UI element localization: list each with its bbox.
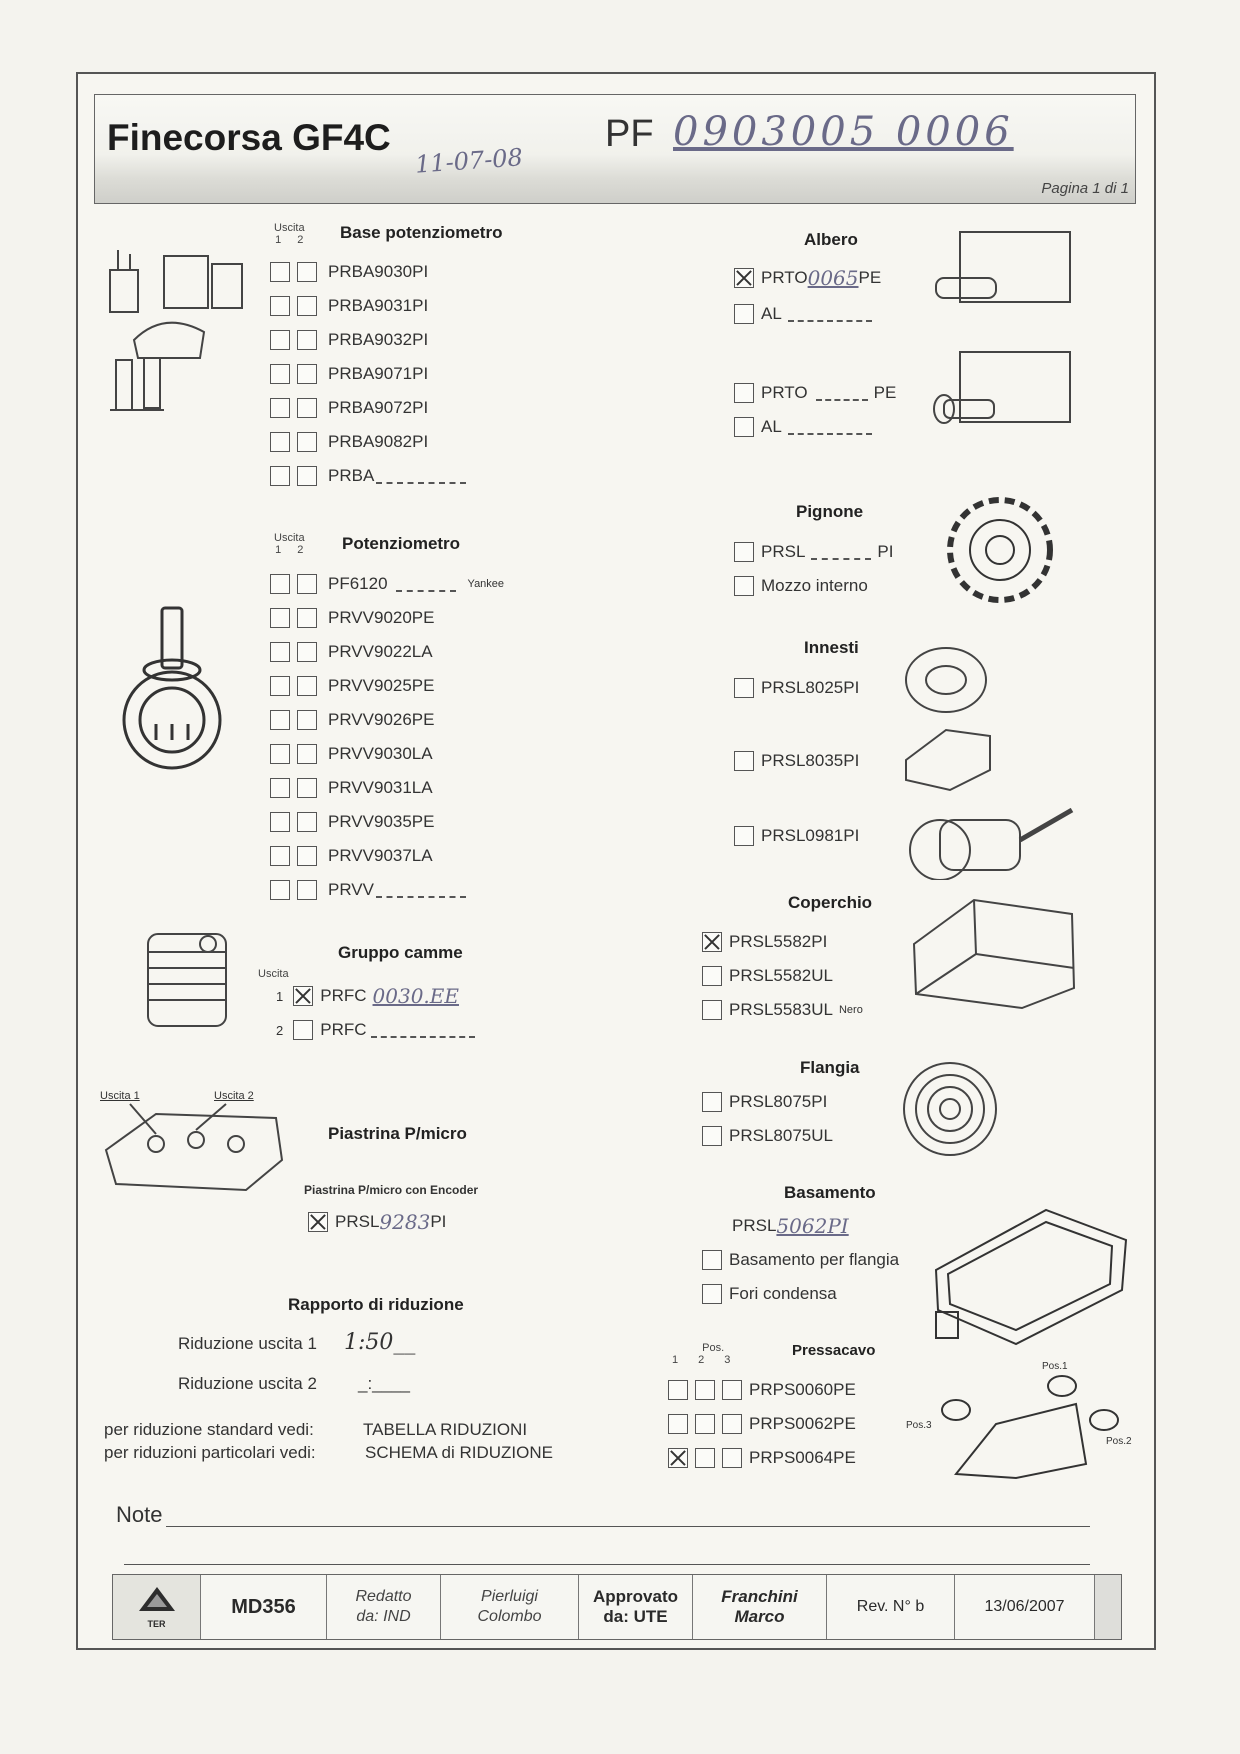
basamento-opt [702, 1248, 899, 1272]
handwritten-value[interactable]: 9283 [379, 1210, 431, 1234]
albero-al-1 [734, 302, 874, 326]
checkbox[interactable] [722, 1448, 742, 1468]
checkbox-checked[interactable] [668, 1448, 688, 1468]
item-code: PRBA [328, 466, 375, 485]
checkbox[interactable] [270, 466, 290, 486]
item-code: PRBA9031PI [328, 296, 429, 315]
flangia-item [702, 1090, 827, 1114]
redatto-name-last: Colombo [477, 1608, 542, 1625]
albero-al-2 [734, 415, 874, 439]
item-code: PRVV9025PE [328, 676, 435, 695]
coperchio-item [702, 930, 827, 954]
pot-item [270, 878, 468, 902]
innesti-item [734, 676, 859, 700]
blank-field[interactable] [811, 544, 871, 560]
blank-field[interactable] [376, 882, 466, 898]
blank-field[interactable] [376, 468, 466, 484]
checkbox[interactable] [734, 417, 754, 437]
item-code: AL [761, 304, 782, 323]
coperchio-title: Coperchio [788, 893, 873, 912]
checkbox[interactable] [270, 608, 290, 628]
item-code: PRSL5582PI [729, 932, 828, 951]
col-1: 1 [672, 1354, 679, 1366]
handwritten-value[interactable]: 0065 [807, 266, 859, 290]
checkbox[interactable] [270, 364, 290, 384]
redatto-name-cell [441, 1575, 579, 1639]
note-line-1[interactable] [166, 1526, 1090, 1527]
part-reference-label: per riduzioni particolari vedi: [104, 1443, 316, 1462]
checkbox[interactable] [270, 880, 290, 900]
checkbox[interactable] [702, 1126, 722, 1146]
item-label: Mozzo interno [761, 576, 868, 595]
blank-field[interactable] [788, 419, 872, 435]
checkbox[interactable] [270, 812, 290, 832]
pignone-gear-icon [940, 490, 1064, 610]
coperchio-item [702, 998, 863, 1022]
item-code: PRBA9082PI [328, 432, 429, 451]
piastrina-subtitle: Piastrina P/micro con Encoder [304, 1183, 479, 1197]
checkbox[interactable] [270, 330, 290, 350]
checkbox[interactable] [297, 296, 317, 316]
handwritten-date: 11-07-08 [414, 143, 524, 179]
pot-item [270, 810, 434, 834]
item-code: PF6120 [328, 574, 388, 593]
col-2: 2 [297, 544, 304, 556]
base-uscita-header [274, 222, 305, 246]
item-code-prefix: PRTO [761, 268, 808, 287]
item-code: PRVV9026PE [328, 710, 435, 729]
redatto-name-first: Pierluigi [481, 1588, 538, 1605]
albero-title: Albero [804, 230, 858, 249]
checkbox[interactable] [270, 296, 290, 316]
checkbox[interactable] [702, 1284, 722, 1304]
item-code-suffix: PE [858, 268, 882, 287]
basamento-opt [702, 1282, 837, 1306]
item-code: PRVV9022LA [328, 642, 433, 661]
checkbox[interactable] [702, 1092, 722, 1112]
pot-title: Potenziometro [342, 534, 461, 553]
item-code: PRSL8075PI [729, 1092, 828, 1111]
col-1: 1 [275, 544, 282, 556]
coperchio-illustration [904, 890, 1082, 1014]
std-reference-value: TABELLA RIDUZIONI [363, 1420, 528, 1439]
item-code: PRFC [320, 986, 367, 1005]
checkbox-checked[interactable] [293, 986, 313, 1006]
potenziometro-illustration [118, 604, 228, 774]
blank-field[interactable] [816, 385, 868, 401]
item-code-suffix: PE [873, 383, 897, 402]
checkbox[interactable] [702, 1250, 722, 1270]
checkbox[interactable] [702, 1000, 722, 1020]
checkbox[interactable] [734, 751, 754, 771]
item-code: PRFC [320, 1020, 367, 1039]
innesti-item [734, 749, 859, 773]
flangia-illustration [900, 1054, 1000, 1164]
pignone-title: Pignone [796, 502, 864, 521]
redatto-label: Redatto [355, 1588, 412, 1605]
pignone-mozzo [734, 574, 868, 598]
document-title: Finecorsa GF4C [107, 117, 391, 158]
item-code: PRSL5582UL [729, 966, 833, 985]
checkbox[interactable] [734, 576, 754, 596]
albero-prto-2 [734, 381, 896, 405]
riduzione-1-label: Riduzione uscita 1 [178, 1334, 317, 1353]
item-code-prefix: PRSL [335, 1212, 380, 1231]
item-code: PRVV9031LA [328, 778, 433, 797]
checkbox[interactable] [734, 383, 754, 403]
pot-item [270, 572, 504, 596]
logo-cell [113, 1575, 201, 1639]
base-item [270, 464, 468, 488]
checkbox[interactable] [297, 676, 317, 696]
approvato-cell [579, 1575, 693, 1639]
page-number: Pagina 1 di 1 [1041, 180, 1129, 197]
header [94, 94, 1136, 204]
note-label: Note [116, 1502, 163, 1527]
uscita-label: Uscita [274, 532, 305, 544]
item-code-prefix: PRSL [761, 542, 806, 561]
innesti-item [734, 824, 859, 848]
item-code: PRBA9032PI [328, 330, 429, 349]
checkbox[interactable] [297, 574, 317, 594]
nero-note: Nero [838, 1004, 863, 1016]
base-item [270, 294, 428, 318]
note-line-2[interactable] [124, 1564, 1090, 1565]
row-number: 1 [276, 988, 284, 1004]
checkbox[interactable] [270, 778, 290, 798]
gruppo-row-1 [276, 984, 459, 1008]
item-code: AL [761, 417, 782, 436]
handwritten-value[interactable]: 5062PI [776, 1214, 849, 1238]
pos-2-callout: Pos.2 [1106, 1436, 1132, 1447]
checkbox[interactable] [270, 710, 290, 730]
pressacavo-item [668, 1446, 856, 1470]
revision: Rev. N° b [827, 1575, 955, 1639]
pot-item [270, 674, 434, 698]
gruppo-uscita-label: Uscita [258, 968, 289, 980]
part-reference-value: SCHEMA di RIDUZIONE [365, 1443, 553, 1462]
col-2: 2 [297, 234, 304, 246]
checkbox[interactable] [270, 676, 290, 696]
flangia-title: Flangia [800, 1058, 860, 1077]
row-number: 2 [276, 1022, 284, 1038]
base-item [270, 362, 428, 386]
pressacavo-item [668, 1378, 856, 1402]
item-code: PRPS0062PE [749, 1414, 856, 1433]
item-code: PRBA9072PI [328, 398, 429, 417]
checkbox[interactable] [270, 744, 290, 764]
gruppo-camme-illustration [138, 924, 238, 1040]
pot-item [270, 742, 433, 766]
checkbox[interactable] [270, 432, 290, 452]
base-item [270, 430, 428, 454]
item-code: PRVV9020PE [328, 608, 435, 627]
checkbox[interactable] [702, 966, 722, 986]
checkbox[interactable] [722, 1414, 742, 1434]
checkbox[interactable] [297, 466, 317, 486]
basamento-title: Basamento [784, 1183, 876, 1202]
ter-logo-icon [137, 1585, 177, 1619]
footer-date: 13/06/2007 [955, 1575, 1095, 1639]
redatto-da: da: IND [356, 1608, 411, 1625]
blank-field[interactable] [788, 306, 872, 322]
item-code-suffix: PI [877, 542, 894, 561]
gruppo-title: Gruppo camme [338, 943, 463, 962]
checkbox[interactable] [734, 304, 754, 324]
approvato-name-first: Franchini [721, 1587, 798, 1606]
item-code-prefix: PRSL [732, 1216, 777, 1235]
blank-field[interactable] [396, 576, 456, 592]
rapporto-title: Rapporto di riduzione [288, 1295, 464, 1314]
coperchio-item [702, 964, 833, 988]
checkbox[interactable] [297, 608, 317, 628]
pot-item [270, 708, 434, 732]
handwritten-value[interactable]: 0030.EE [372, 984, 459, 1008]
checkbox[interactable] [734, 678, 754, 698]
col-3: 3 [724, 1354, 731, 1366]
checkbox[interactable] [695, 1380, 715, 1400]
checkbox-checked[interactable] [734, 268, 754, 288]
item-code-suffix: PI [430, 1212, 447, 1231]
approvato-name-last: Marco [734, 1607, 785, 1626]
item-code: PRPS0064PE [749, 1448, 856, 1467]
item-code: PRBA9030PI [328, 262, 429, 281]
approvato-label: Approvato [593, 1587, 678, 1606]
albero-illustration [930, 222, 1080, 452]
riduzione-1-value[interactable]: 1:50__ [344, 1330, 416, 1355]
basamento-code [732, 1214, 849, 1238]
logo-text: TER [147, 1619, 166, 1629]
pressacavo-illustration [936, 1364, 1134, 1484]
checkbox[interactable] [297, 432, 317, 452]
pot-item [270, 640, 433, 664]
checkbox[interactable] [695, 1448, 715, 1468]
riduzione-2-value[interactable]: _:____ [358, 1374, 410, 1393]
item-code: PRVV [328, 880, 374, 899]
checkbox[interactable] [695, 1414, 715, 1434]
item-code: PRSL8025PI [761, 678, 860, 697]
pf-value[interactable]: 0903005 0006 [673, 109, 1014, 155]
uscita-2-callout: Uscita 2 [214, 1090, 254, 1102]
blank-field[interactable] [371, 1022, 475, 1038]
basamento-illustration [926, 1200, 1130, 1350]
approvato-da: da: UTE [603, 1607, 668, 1626]
checkbox[interactable] [293, 1020, 313, 1040]
riduzione-2-label: Riduzione uscita 2 [178, 1374, 317, 1393]
checkbox[interactable] [722, 1380, 742, 1400]
item-code: PRVV9035PE [328, 812, 435, 831]
checkbox[interactable] [270, 574, 290, 594]
checkbox[interactable] [297, 398, 317, 418]
std-reference-label: per riduzione standard vedi: [104, 1420, 314, 1439]
checkbox-checked[interactable] [308, 1212, 328, 1232]
base-title: Base potenziometro [340, 223, 503, 242]
item-label: Fori condensa [729, 1284, 837, 1303]
item-code: PRSL8035PI [761, 751, 860, 770]
piastrina-title: Piastrina P/micro [328, 1124, 467, 1143]
item-code: PRSL8075UL [729, 1126, 833, 1145]
checkbox[interactable] [668, 1380, 688, 1400]
checkbox[interactable] [297, 330, 317, 350]
yankee-note: Yankee [467, 578, 505, 590]
checkbox[interactable] [297, 364, 317, 384]
item-code: PRPS0060PE [749, 1380, 856, 1399]
piastrina-row [308, 1210, 446, 1234]
item-code: PRVV9030LA [328, 744, 433, 763]
approvato-name-cell [693, 1575, 827, 1639]
col-1: 1 [275, 234, 282, 246]
item-code-prefix: PRTO [761, 383, 808, 402]
checkbox[interactable] [297, 744, 317, 764]
checkbox[interactable] [668, 1414, 688, 1434]
pos-label: Pos. [702, 1342, 725, 1354]
pot-item [270, 606, 434, 630]
checkbox-checked[interactable] [702, 932, 722, 952]
col-2: 2 [698, 1354, 705, 1366]
checkbox[interactable] [297, 642, 317, 662]
pot-item [270, 844, 433, 868]
base-potenziometro-illustration [104, 240, 254, 440]
footer-edge [1095, 1575, 1121, 1639]
checkbox[interactable] [297, 846, 317, 866]
base-item [270, 260, 428, 284]
gruppo-row-2 [276, 1018, 477, 1042]
checkbox[interactable] [270, 846, 290, 866]
item-code: PRVV9037LA [328, 846, 433, 865]
pot-item [270, 776, 433, 800]
pressacavo-item [668, 1412, 856, 1436]
checkbox[interactable] [270, 262, 290, 282]
checkbox[interactable] [734, 542, 754, 562]
checkbox[interactable] [297, 778, 317, 798]
uscita-1-callout: Uscita 1 [100, 1090, 140, 1102]
item-label: Basamento per flangia [729, 1250, 900, 1269]
innesti-title: Innesti [804, 638, 859, 657]
base-item [270, 396, 428, 420]
flangia-item [702, 1124, 833, 1148]
pressacavo-pos-header [672, 1342, 730, 1366]
albero-prto-1 [734, 266, 881, 290]
footer-table [112, 1574, 1122, 1640]
checkbox[interactable] [297, 812, 317, 832]
pos-3-callout: Pos.3 [906, 1420, 932, 1431]
item-code: PRBA9071PI [328, 364, 429, 383]
pignone-prsl [734, 540, 893, 564]
doc-code: MD356 [201, 1575, 327, 1639]
checkbox[interactable] [297, 262, 317, 282]
checkbox[interactable] [297, 880, 317, 900]
pot-uscita-header [274, 532, 305, 556]
pf-label: PF [605, 113, 654, 155]
redatto-cell [327, 1575, 441, 1639]
pressacavo-title: Pressacavo [792, 1342, 876, 1359]
piastrina-illustration [96, 1100, 290, 1196]
innesti-illustration [900, 640, 1080, 880]
uscita-label: Uscita [274, 222, 305, 234]
checkbox[interactable] [297, 710, 317, 730]
checkbox[interactable] [734, 826, 754, 846]
pos-1-callout: Pos.1 [1042, 1361, 1068, 1372]
base-item [270, 328, 428, 352]
item-code: PRSL0981PI [761, 826, 860, 845]
item-code: PRSL5583UL [729, 1000, 833, 1019]
checkbox[interactable] [270, 398, 290, 418]
checkbox[interactable] [270, 642, 290, 662]
